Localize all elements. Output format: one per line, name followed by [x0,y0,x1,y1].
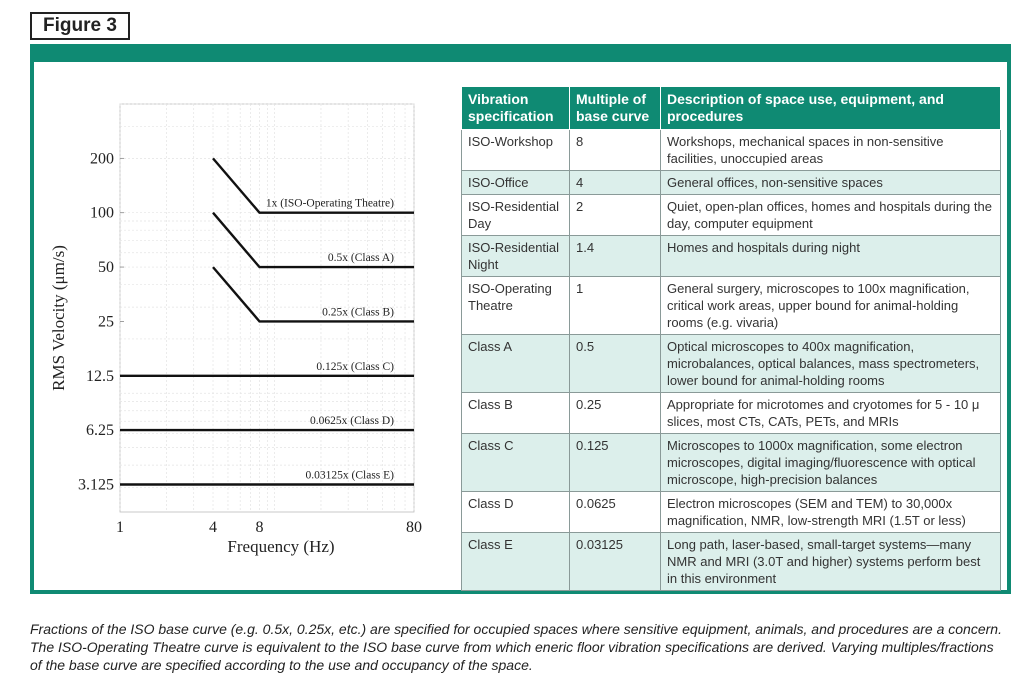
x-tick-label: 8 [255,519,264,536]
table-row [462,195,1001,236]
cell-description: Electron microscopes (SEM and TEM) to 30,000x magnification, NMR, low-strength MRI (1.5T or less) [661,492,1001,533]
cell-multiple: 1.4 [570,236,661,277]
x-tick-label: 1 [116,519,124,536]
table-row [462,533,1001,591]
series-label: 0.5x (Class A) [327,252,394,265]
cell-multiple: 2 [570,195,661,236]
vibration-spec-table [461,86,1001,591]
chart-container [34,62,454,592]
series-label: 0.25x (Class B) [322,306,394,319]
table-row [462,277,1001,335]
cell-multiple: 1 [570,277,661,335]
cell-spec: ISO-Operating Theatre [462,277,570,335]
y-tick-label: 100 [90,204,114,222]
cell-multiple: 0.0625 [570,492,661,533]
table-row [462,130,1001,171]
cell-multiple: 0.5 [570,335,661,393]
x-tick-label: 80 [406,519,422,536]
cell-spec: Class E [462,533,570,591]
x-tick-label: 4 [209,519,218,536]
cell-description: Long path, laser-based, small-target systems—many NMR and MRI (3.0T and higher) systems perform best in this environment [661,533,1001,591]
cell-multiple: 0.25 [570,393,661,434]
cell-multiple: 8 [570,130,661,171]
figure-caption: Fractions of the ISO base curve (e.g. 0.5x, 0.25x, etc.) are specified for occupied spaces where sensitive equipment, animals, and procedures are a concern. The ISO-Operating Theatre curve is equivalent to the ISO base curve from which eneric floor vibration specifications are derived. Varying multiples/fractions of the base curve are specified according to the use and occupancy of the space. [30,621,1002,673]
cell-spec: Class C [462,434,570,492]
table-header-row [462,87,1001,130]
y-tick-label: 6.25 [86,422,114,440]
x-axis-label: Frequency (Hz) [227,537,335,556]
table-row [462,171,1001,195]
header-multiple: Multiple of base curve [570,87,661,130]
y-tick-label: 50 [98,259,114,277]
axis-layer [49,150,422,556]
cell-description: General surgery, microscopes to 100x magnification, critical work areas, upper bound for animal-holding rooms (e.g. vivaria) [661,277,1001,335]
table-row [462,492,1001,533]
cell-multiple: 4 [570,171,661,195]
y-axis-label: RMS Velocity (μm/s) [49,245,68,391]
header-spec: Vibration specification [462,87,570,130]
y-tick-label: 200 [90,150,114,168]
cell-spec: ISO-Residential Night [462,236,570,277]
series-label: 0.03125x (Class E) [305,469,394,482]
y-tick-label: 25 [98,313,114,331]
figure-label: Figure 3 [30,12,130,40]
cell-description: Optical microscopes to 400x magnification, microbalances, optical balances, mass spectrometers, lower bound for animal-holding rooms [661,335,1001,393]
cell-description: Appropriate for microtomes and cryotomes for 5 - 10 μ slices, most CTs, CATs, PETs, and MRIs [661,393,1001,434]
cell-spec: Class D [462,492,570,533]
cell-multiple: 0.03125 [570,533,661,591]
cell-spec: ISO-Residential Day [462,195,570,236]
cell-spec: Class B [462,393,570,434]
header-description: Description of space use, equipment, and procedures [661,87,1001,130]
cell-description: Homes and hospitals during night [661,236,1001,277]
vibration-chart [34,62,454,592]
y-tick-label: 12.5 [86,367,114,385]
cell-description: Workshops, mechanical spaces in non-sensitive facilities, unoccupied areas [661,130,1001,171]
spec-table-wrap [461,86,1001,591]
label-layer [266,198,394,482]
series-label: 1x (ISO-Operating Theatre) [265,197,394,210]
series-label: 0.125x (Class C) [316,360,394,373]
table-row [462,335,1001,393]
y-tick-label: 3.125 [78,476,114,494]
cell-multiple: 0.125 [570,434,661,492]
cell-spec: ISO-Office [462,171,570,195]
cell-spec: Class A [462,335,570,393]
table-row [462,236,1001,277]
figure-panel [30,44,1011,594]
cell-description: General offices, non-sensitive spaces [661,171,1001,195]
series-label: 0.0625x (Class D) [309,415,394,428]
cell-description: Microscopes to 1000x magnification, some electron microscopes, digital imaging/fluorescence with optical microscope, high-precision balances [661,434,1001,492]
cell-description: Quiet, open-plan offices, homes and hospitals during the day, computer equipment [661,195,1001,236]
table-row [462,434,1001,492]
cell-spec: ISO-Workshop [462,130,570,171]
table-row [462,393,1001,434]
